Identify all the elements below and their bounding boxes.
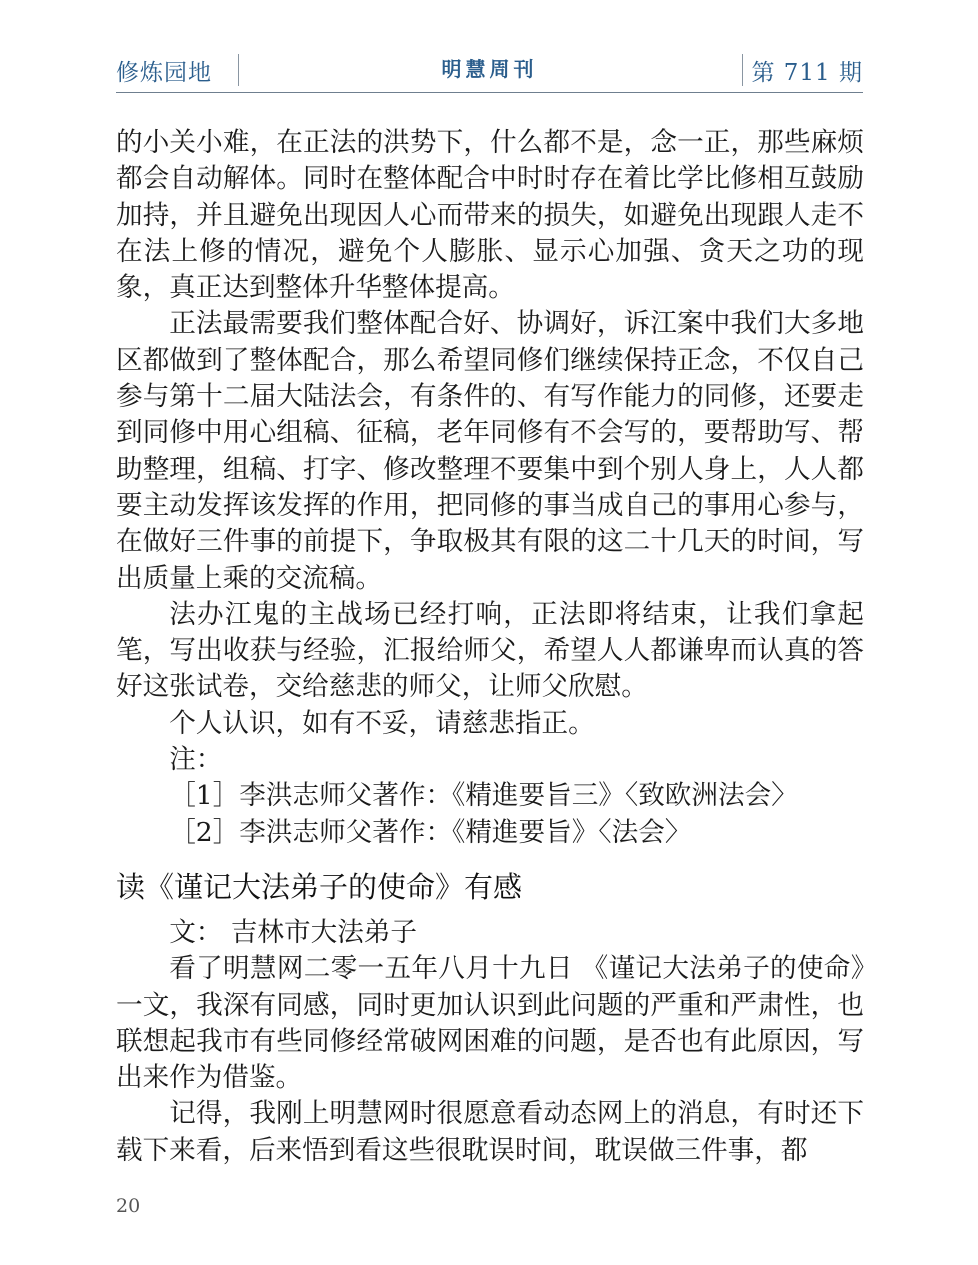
body-paragraph-3: 法办江鬼的主战场已经打响，正法即将结束，让我们拿起笔，写出收获与经验，汇报给师父，希望人人都谦卑而认真的答好这张试卷，交给慈悲的师父，让师父欣慰。	[116, 598, 864, 703]
publication-title: 明慧周刊	[441, 57, 538, 81]
article-paragraph-2: 记得，我刚上明慧网时很愿意看动态网上的消息，有时还下载下来看，后来悟到看这些很耽误时间，耽误做三件事，都	[116, 1098, 864, 1166]
body-paragraph-1: 的小关小难，在正法的洪势下，什么都不是，念一正，那些麻烦都会自动解体。同时在整体配合中时时存在着比学比修相互鼓励加持，并且避免出现因人心而带来的损失，如避免出现跟人走不在法上修的情况，避免个人膨胀、显示心加强、贪天之功的现象，真正达到整体升华整体提高。	[116, 127, 864, 304]
body-paragraph-2: 正法最需要我们整体配合好、协调好，诉江案中我们大多地区都做到了整体配合，那么希望同修们继续保持正念，不仅自己参与第十二届大陆法会，有条件的、有写作能力的同修，还要走到同修中用心组稿、征稿，老年同修有不会写的，要帮助写、帮助整理，组稿、打字、修改整理不要集中到个别人身上，人人都要主动发挥该发挥的作用，把同修的事当成自己的事用心参与，在做好三件事的前提下，争取极其有限的这二十几天的时间，写出质量上乘的交流稿。	[116, 308, 864, 594]
section-name: 修炼园地	[116, 60, 212, 86]
note-1: ［1］李洪志师父著作：《精進要旨三》〈致欧洲法会〉	[169, 780, 798, 812]
page-content	[116, 125, 864, 1169]
article-byline: 文： 吉林市大法弟子	[169, 916, 417, 948]
article-paragraph-1: 看了明慧网二零一五年八月十九日 《谨记大法弟子的使命》一文，我深有同感，同时更加认识到此问题的严重和严肃性，也联想起我市有些同修经常破网困难的问题，是否也有此原因，写出来作为借鉴。	[116, 953, 864, 1094]
page-header	[116, 48, 863, 93]
notes-label: 注：	[169, 744, 223, 776]
header-divider-right	[742, 54, 743, 86]
article-title: 读《谨记大法弟子的使命》有感	[116, 869, 523, 904]
note-2: ［2］李洪志师父著作：《精進要旨》〈法会〉	[169, 816, 692, 848]
body-paragraph-4: 个人认识，如有不妥，请慈悲指正。	[169, 707, 595, 739]
issue-number: 第 711 期	[751, 60, 863, 86]
page-number: 20	[116, 1195, 141, 1217]
